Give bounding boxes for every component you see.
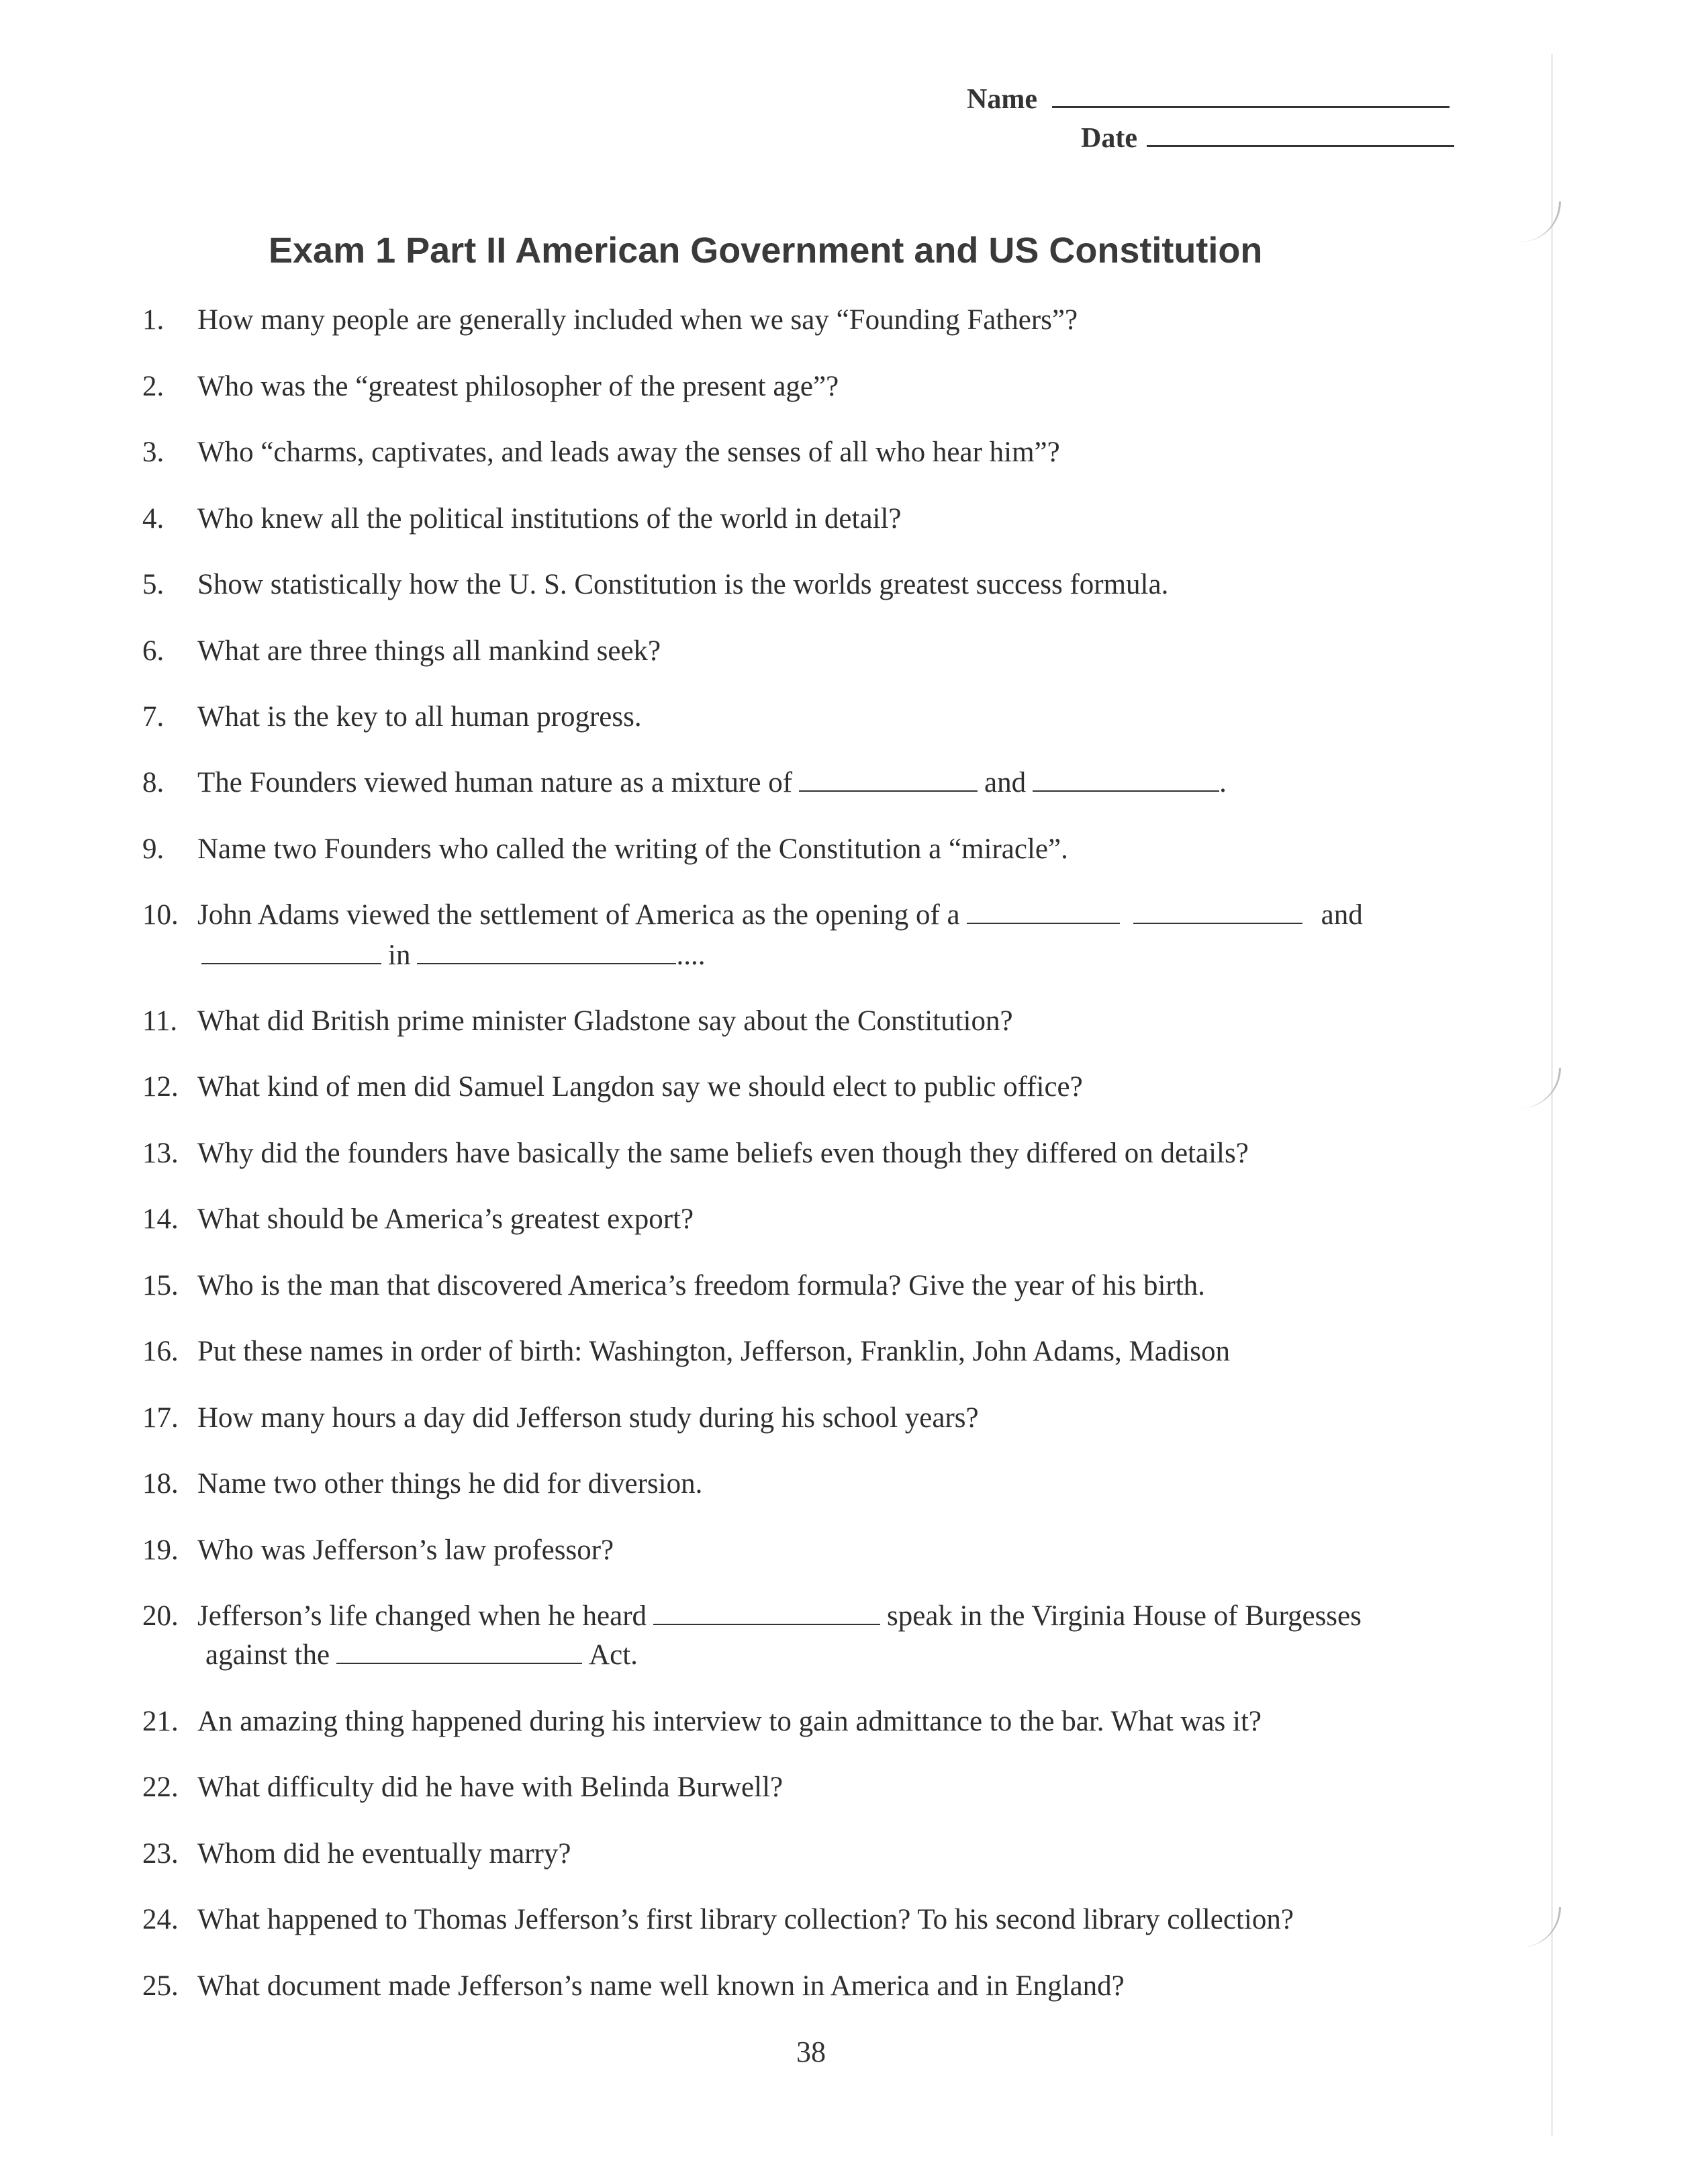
question-11: 11. What did British prime minister Gladstone say about the Constitution? (142, 1005, 1013, 1037)
binder-hole-mark (1519, 201, 1561, 242)
name-label: Name (967, 84, 1037, 115)
binder-hole-mark (1519, 1068, 1561, 1108)
question-17: 17. How many hours a day did Jefferson study during his school years? (142, 1402, 979, 1434)
answer-blank[interactable] (653, 1622, 880, 1625)
binder-hole-mark (1519, 1907, 1561, 1947)
question-19: 19. Who was Jefferson’s law professor? (142, 1534, 614, 1566)
page-number: 38 (796, 2035, 826, 2068)
answer-blank[interactable] (336, 1661, 582, 1664)
date-label: Date (1081, 123, 1137, 154)
question-18: 18. Name two other things he did for diversion. (142, 1468, 703, 1500)
question-10-continuation: in .... (201, 939, 705, 972)
question-22: 22. What difficulty did he have with Belinda Burwell? (142, 1771, 784, 1803)
question-3: 3. Who “charms, captivates, and leads away the senses of all who hear him”? (142, 436, 1060, 468)
question-21: 21. An amazing thing happened during his interview to gain admittance to the bar. What was it? (142, 1706, 1262, 1737)
answer-blank[interactable] (1033, 789, 1219, 792)
question-15: 15. Who is the man that discovered America’s freedom formula? Give the year of his birth. (142, 1270, 1205, 1301)
answer-blank[interactable] (1133, 921, 1302, 924)
question-25: 25. What document made Jefferson’s name well known in America and in England? (142, 1970, 1125, 2002)
question-1: 1. How many people are generally included when we say “Founding Fathers”? (142, 304, 1078, 336)
question-16: 16. Put these names in order of birth: Washington, Jefferson, Franklin, John Adams, Madison (142, 1336, 1231, 1367)
question-10: 10. John Adams viewed the settlement of America as the opening of a and (142, 899, 1363, 931)
scan-edge-line (1551, 54, 1553, 2135)
question-24: 24. What happened to Thomas Jefferson’s first library collection? To his second library collection? (142, 1904, 1294, 1935)
question-6: 6. What are three things all mankind seek? (142, 635, 661, 667)
date-blank[interactable] (1147, 145, 1454, 147)
name-field (967, 83, 1450, 116)
question-14: 14. What should be America’s greatest export? (142, 1203, 694, 1235)
question-4: 4. Who knew all the political institutions of the world in detail? (142, 503, 902, 535)
answer-blank[interactable] (967, 921, 1120, 924)
page-title: Exam 1 Part II American Government and US Constitution (269, 230, 1263, 271)
answer-blank[interactable] (417, 962, 676, 964)
question-9: 9. Name two Founders who called the writing of the Constitution a “miracle”. (142, 833, 1068, 865)
question-7: 7. What is the key to all human progress. (142, 701, 642, 733)
question-13: 13. Why did the founders have basically the same beliefs even though they differed on details? (142, 1138, 1249, 1169)
question-5: 5. Show statistically how the U. S. Constitution is the worlds greatest success formula. (142, 569, 1169, 600)
question-20-continuation: against the Act. (205, 1639, 638, 1671)
answer-blank[interactable] (201, 962, 381, 964)
date-field (1081, 122, 1454, 154)
answer-blank[interactable] (799, 789, 978, 792)
name-blank[interactable] (1052, 106, 1450, 108)
question-12: 12. What kind of men did Samuel Langdon say we should elect to public office? (142, 1071, 1083, 1103)
question-8: 8. The Founders viewed human nature as a mixture of and . (142, 767, 1227, 798)
question-2: 2. Who was the “greatest philosopher of the present age”? (142, 371, 839, 402)
question-20: 20. Jefferson’s life changed when he heard speak in the Virginia House of Burgesses (142, 1600, 1362, 1632)
question-23: 23. Whom did he eventually marry? (142, 1838, 571, 1870)
